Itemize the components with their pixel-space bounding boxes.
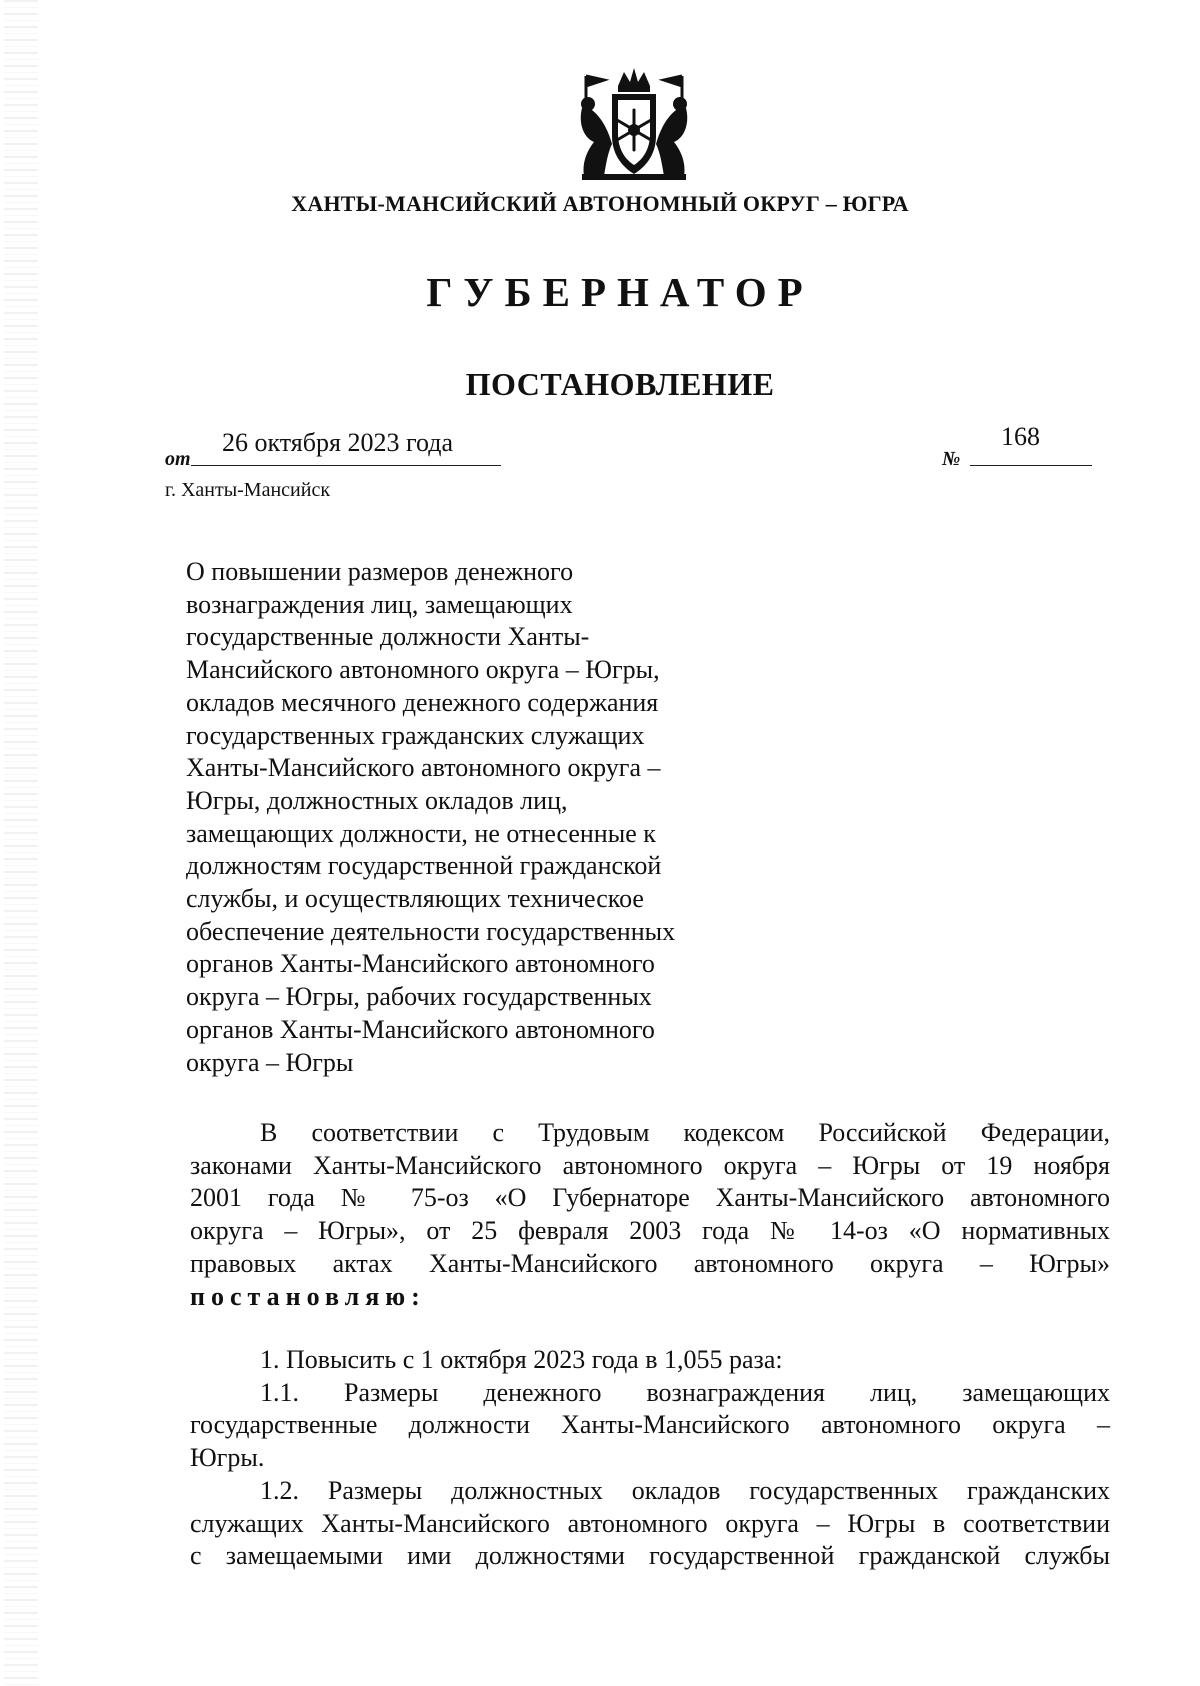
preamble-paragraph [190, 1117, 1110, 1313]
authority-title: ГУБЕРНАТОР [426, 269, 814, 315]
scan-edge [4, 0, 38, 1686]
preamble-line: 2001 года № 75-оз «О Губернаторе Ханты-Мансийского автономного [190, 1183, 1110, 1213]
document-number: 168 [1001, 422, 1040, 451]
subject-line: должностям государственной гражданской [186, 851, 662, 881]
decree-items [190, 1344, 1110, 1573]
subject-line: Мансийского автономного округа – Югры, [186, 655, 660, 685]
item-1-1-line: Югры. [190, 1443, 265, 1473]
item-1-2-line: 1.2. Размеры должностных окладов государственных гражданских [260, 1475, 1110, 1505]
item-1-1-line: государственные должности Ханты-Мансийского автономного округа – [190, 1410, 1110, 1440]
subject-line: обеспечение деятельности государственных [186, 916, 676, 946]
subject-line: органов Ханты-Мансийского автономного [186, 949, 655, 979]
region-title: ХАНТЫ-МАНСИЙСКИЙ АВТОНОМНЫЙ ОКРУГ – ЮГРА [291, 191, 909, 216]
subject-line: округа – Югры [186, 1047, 354, 1077]
item-1-2-line: служащих Ханты-Мансийского автономного округа – Югры в соответствии [190, 1508, 1110, 1538]
subject-line: Югры, должностных окладов лиц, [186, 785, 568, 815]
subject-line: Ханты-Мансийского автономного округа – [186, 753, 661, 783]
preamble-line: В соответствии с Трудовым кодексом Российской Федерации, [260, 1118, 1110, 1147]
subject-line: замещающих должности, не отнесенные к [186, 818, 656, 848]
subject-line: государственных гражданских служащих [186, 720, 645, 750]
number-label: № [942, 448, 961, 470]
document-date: 26 октября 2023 года [222, 428, 453, 457]
item-1-1-line: 1.1. Размеры денежного вознаграждения лиц, замещающих [260, 1377, 1110, 1407]
preamble-line: округа – Югры», от 25 февраля 2003 года № 14-оз «О нормативных [190, 1216, 1110, 1246]
preamble-line: правовых актах Ханты-Мансийского автономного округа – Югры» [190, 1248, 1110, 1278]
date-label: от [165, 448, 191, 470]
item-1: 1. Повысить с 1 октября 2023 года в 1,055 раза: [260, 1345, 783, 1374]
item-1-2-line: с замещаемыми ими должностями государственной гражданской службы [190, 1541, 1110, 1571]
coat-of-arms-icon [574, 64, 694, 184]
decree-word: постановляю: [190, 1281, 426, 1311]
preamble-line: законами Ханты-Мансийского автономного округа – Югры от 19 ноября [190, 1150, 1110, 1180]
subject-line: государственные должности Ханты- [186, 622, 590, 652]
document-subject [186, 556, 746, 1079]
city: г. Ханты-Мансийск [165, 479, 331, 501]
subject-line: вознаграждения лиц, замещающих [186, 589, 573, 619]
document-type: ПОСТАНОВЛЕНИЕ [465, 366, 775, 402]
subject-line: окладов месячного денежного содержания [186, 687, 659, 717]
subject-line: службы, и осуществляющих техническое [186, 884, 644, 914]
subject-line: округа – Югры, рабочих государственных [186, 982, 652, 1012]
subject-line: органов Ханты-Мансийского автономного [186, 1014, 655, 1044]
subject-line: О повышении размеров денежного [186, 557, 574, 586]
